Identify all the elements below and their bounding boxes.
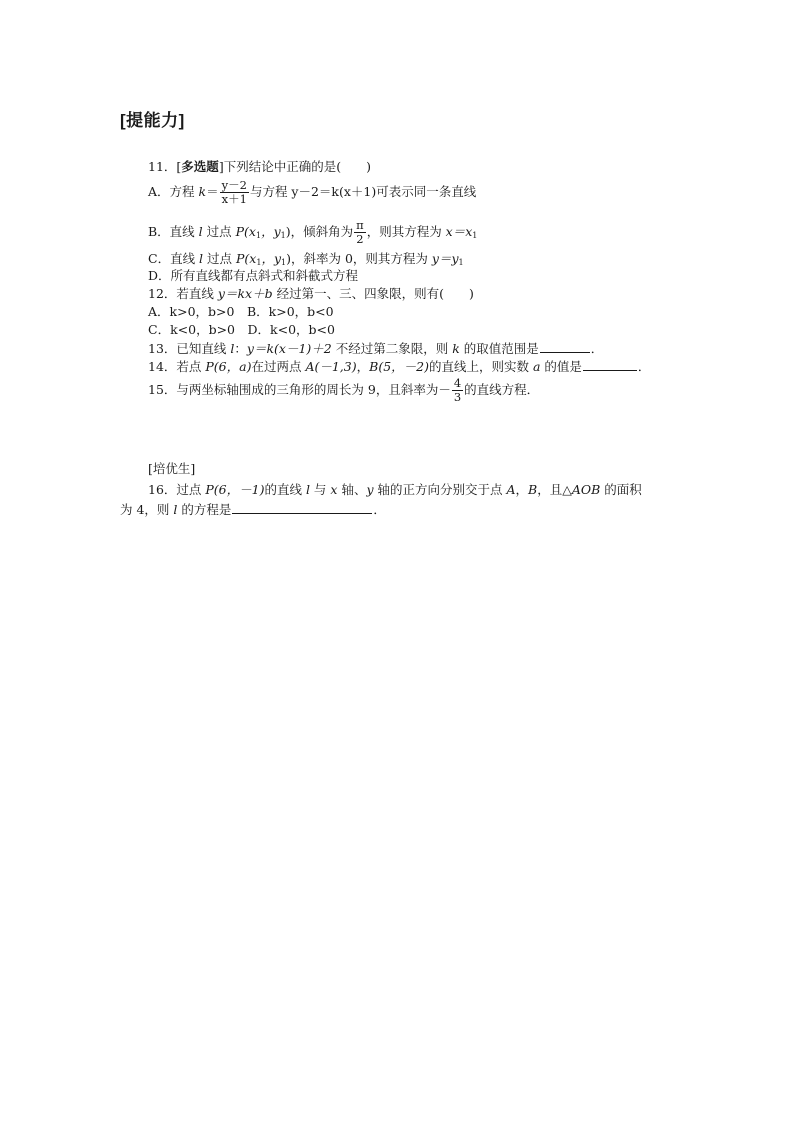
q13-d: 的取值范围是 [459, 341, 539, 356]
question-15 [148, 377, 539, 404]
q16-l: l [305, 482, 310, 497]
subsection-title: [培优生] [148, 461, 196, 476]
q11-a-numerator: y－2 [221, 178, 247, 192]
q14-d: 的直线上，则实数 [429, 359, 533, 374]
question-12-stem [148, 286, 474, 302]
q11-c-point-3: ) [286, 251, 291, 266]
q11-a-mid: 与方程 [249, 184, 292, 199]
question-11-stem [148, 159, 371, 175]
q14-point-a: A(－1,3) [305, 359, 357, 374]
q14-point-p: P(6，a) [205, 359, 252, 374]
q11-c-point-2: ，y [261, 251, 281, 266]
q15-a: 15．与两坐标轴围成的三角形的周长为 9，且斜率为－ [148, 382, 451, 397]
q11-b-sub-1: 1 [255, 231, 262, 240]
q11-c-sub-1b: 1 [281, 258, 287, 267]
q16-line2a: 为 4，则 [120, 502, 174, 517]
q11-c-sub-eq: 1 [458, 258, 464, 267]
q14-answer-blank[interactable] [583, 358, 637, 371]
q11-c-l: l [199, 251, 204, 266]
q16-AOB: AOB [571, 482, 601, 497]
q11-a-prefix: A．方程 [148, 184, 199, 199]
question-11-option-b [148, 219, 477, 249]
q13-answer-blank[interactable] [540, 340, 590, 353]
q11-a-equation: y－2＝k(x＋1) [291, 184, 377, 199]
question-13 [148, 340, 603, 357]
q13-k: k [452, 341, 460, 356]
q16-e: 轴的正方向分别交于点 [373, 482, 507, 497]
q13-b: ： [234, 341, 247, 356]
q16-end: ． [373, 502, 386, 517]
question-11-option-d: D．所有直线都有点斜式和斜截式方程 [148, 268, 359, 283]
q13-equation: y＝k(x－1)＋2 [246, 341, 332, 356]
q11-b-point: P(x [235, 224, 256, 239]
q15-b: 的直线方程． [464, 382, 540, 397]
q11-b-sub-eq: 1 [472, 231, 478, 240]
q16-x: x [330, 482, 338, 497]
q14-c: ， [356, 359, 370, 374]
q12-stem-b: 经过第一、三、四象限，则有( ) [272, 286, 474, 301]
q15-numerator: 4 [453, 376, 462, 390]
q14-b: 在过两点 [251, 359, 306, 374]
q13-a: 13．已知直线 [148, 341, 231, 356]
q16-c: 与 [309, 482, 331, 497]
q11-b-denominator: 2 [356, 232, 364, 246]
q16-answer-blank[interactable] [232, 501, 372, 514]
q11-b-point-2: ，y [261, 224, 281, 239]
q16-g: ，且△ [537, 482, 572, 497]
question-12-options-cd: C．k<0，b>0 D．k<0，b<0 [148, 322, 335, 337]
q16-h: 的面积 [600, 482, 642, 497]
q11-a-fraction [220, 179, 249, 206]
q16-A: A [506, 482, 516, 497]
q15-denominator: 3 [453, 390, 462, 404]
q11-b-tail: ，则其方程为 [366, 224, 446, 239]
q11-b-l: l [198, 224, 203, 239]
q16-b: 的直线 [264, 482, 306, 497]
q11-c-sub-1: 1 [256, 258, 262, 267]
q11-stem-text: ]下列结论中正确的是( ) [218, 159, 371, 174]
q11-number: 11．[ [148, 159, 182, 174]
q11-c-mid: 过点 [203, 251, 236, 266]
question-16-line-2 [120, 501, 386, 518]
q16-a: 16．过点 [148, 482, 206, 497]
q11-b-sub-1b: 1 [280, 231, 286, 240]
q11-a-k: k [198, 184, 207, 199]
q11-a-eq: ＝ [206, 184, 219, 199]
q16-point-p: P(6，－1) [205, 482, 265, 497]
q16-line2b: 的方程是 [177, 502, 232, 517]
q11-b-mid: 过点 [202, 224, 236, 239]
q14-a: 14．若点 [148, 359, 206, 374]
q15-fraction [452, 377, 463, 404]
q11-a-denominator: x＋1 [221, 192, 247, 206]
q11-b-point-3: ) [285, 224, 291, 239]
q13-end: ． [590, 341, 604, 356]
q14-a-var: a [532, 359, 541, 374]
q16-l2: l [173, 502, 178, 517]
q11-b-equation: x＝x [445, 224, 473, 239]
q11-c-point: P(x [236, 251, 257, 266]
q11-a-tail: 可表示同一条直线 [376, 184, 477, 199]
q11-b-numerator: π [356, 218, 364, 232]
q11-c-prefix: C．直线 [148, 251, 200, 266]
q16-f: ， [515, 482, 529, 497]
q11-c-slope: ，斜率为 0，则其方程为 [290, 251, 432, 266]
q12-equation: y＝kx＋b [217, 286, 273, 301]
q13-l: l [230, 341, 235, 356]
q11-c-equation: y＝y [431, 251, 459, 266]
q11-b-fraction [354, 219, 366, 246]
q11-b-prefix: B．直线 [148, 224, 199, 239]
question-11-option-a [148, 179, 476, 206]
q16-y: y [366, 482, 374, 497]
question-14 [148, 358, 650, 375]
q13-c: 不经过第二象限，则 [331, 341, 453, 356]
q14-point-b: B(5，－2) [369, 359, 429, 374]
q14-end: ． [637, 359, 651, 374]
q12-stem-a: 12．若直线 [148, 286, 218, 301]
q11-b-angle: ，倾斜角为 [290, 224, 354, 239]
q16-d: 轴、 [337, 482, 367, 497]
question-12-options-ab: A．k>0，b>0 B．k>0，b<0 [148, 304, 334, 319]
q11-multi-choice-tag: 多选题 [181, 160, 219, 174]
question-16-line-1 [148, 482, 642, 498]
q14-e: 的值是 [540, 359, 582, 374]
q16-B: B [528, 482, 538, 497]
section-title: [提能力] [120, 111, 185, 130]
